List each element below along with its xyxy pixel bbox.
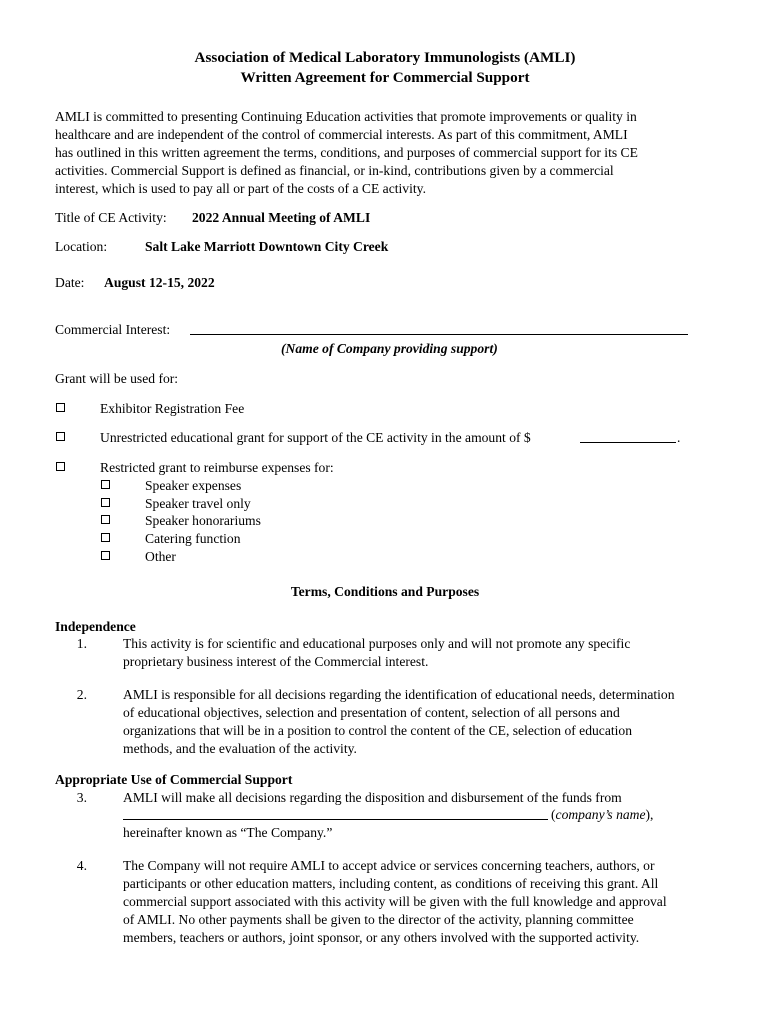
speaker-expenses-label: Speaker expenses: [145, 478, 242, 493]
unrestricted-grant-checkbox[interactable]: [56, 432, 65, 441]
intro-line: activities. Commercial Support is defined as financial, or in-kind, contributions given by a commercial: [55, 163, 614, 178]
exhibitor-fee-checkbox[interactable]: [56, 403, 65, 412]
item-4-line: participants or other education matters, including content, as conditions of receiving this grant. All: [123, 876, 659, 891]
document-title-line1: Association of Medical Laboratory Immunologists (AMLI): [194, 49, 576, 66]
item-4-line: commercial support associated with this activity will be given with the full knowledge and approval: [123, 894, 667, 909]
other-checkbox[interactable]: [101, 551, 110, 560]
item-2-line: organizations that will be in a position to control the content of the CE, selection of education: [123, 723, 633, 738]
other-label: Other: [145, 549, 176, 564]
item-3-line3: hereinafter known as “The Company.”: [123, 825, 333, 840]
date-value: August 12-15, 2022: [104, 275, 215, 290]
item-2-number: 2.: [76, 687, 87, 702]
item-2-line: of educational objectives, selection and presentation of content, selection of all persons and: [123, 705, 620, 720]
exhibitor-fee-label: Exhibitor Registration Fee: [100, 401, 245, 416]
item-2-line: methods, and the evaluation of the activity.: [123, 741, 357, 756]
item-1-text: [123, 635, 713, 671]
ce-title-value: 2022 Annual Meeting of AMLI: [192, 210, 371, 225]
restricted-grant-label: Restricted grant to reimburse expenses for:: [100, 460, 334, 475]
date-label: Date:: [55, 275, 85, 290]
intro-paragraph: [55, 108, 715, 198]
independence-heading: Independence: [55, 619, 136, 634]
document-title-line2: Written Agreement for Commercial Support: [240, 69, 530, 86]
intro-line: AMLI is committed to presenting Continuing Education activities that promote improvements or quality in: [55, 109, 637, 124]
intro-line: healthcare and are independent of the control of commercial interests. As part of this commitment, AMLI: [55, 127, 628, 142]
restricted-grant-checkbox[interactable]: [56, 462, 65, 471]
unrestricted-grant-period: .: [677, 430, 681, 445]
intro-line: has outlined in this written agreement the terms, conditions, and purposes of commercial support for its CE: [55, 145, 638, 160]
item-1-line: This activity is for scientific and educational purposes only and will not promote any specific: [123, 636, 631, 651]
catering-function-checkbox[interactable]: [101, 533, 110, 542]
item-4-line: of AMLI. No other payments shall be given to the director of the activity, planning committee: [123, 912, 634, 927]
grant-amount-input-line[interactable]: [580, 442, 676, 443]
speaker-honorariums-checkbox[interactable]: [101, 515, 110, 524]
terms-heading: Terms, Conditions and Purposes: [290, 584, 480, 599]
item-3-number: 3.: [76, 790, 87, 805]
company-name-input-line[interactable]: [123, 819, 548, 820]
company-name-caption-text: company’s name: [555, 807, 646, 822]
catering-function-label: Catering function: [145, 531, 241, 546]
item-2-line: AMLI is responsible for all decisions regarding the identification of educational needs, determination: [123, 687, 675, 702]
item-1-number: 1.: [76, 636, 87, 651]
commercial-interest-caption: (Name of Company providing support): [281, 341, 498, 356]
location-value: Salt Lake Marriott Downtown City Creek: [145, 239, 389, 254]
item-4-line: The Company will not require AMLI to accept advice or services concerning teachers, authors, or: [123, 858, 655, 873]
ce-title-label: Title of CE Activity:: [55, 210, 167, 225]
appropriate-use-heading: Appropriate Use of Commercial Support: [55, 772, 293, 787]
commercial-interest-label: Commercial Interest:: [55, 322, 171, 337]
item-4-line: members, teachers or authors, joint sponsor, or any others involved with the supported activity.: [123, 930, 640, 945]
item-2-text: [123, 686, 713, 758]
speaker-travel-label: Speaker travel only: [145, 496, 251, 511]
intro-line: interest, which is used to pay all or part of the costs of a CE activity.: [55, 181, 426, 196]
speaker-expenses-checkbox[interactable]: [101, 480, 110, 489]
item-4-text: [123, 857, 713, 947]
unrestricted-grant-label: Unrestricted educational grant for support of the CE activity in the amount of $: [100, 430, 531, 445]
grant-label: Grant will be used for:: [55, 371, 179, 386]
location-label: Location:: [55, 239, 108, 254]
company-name-caption: (company’s name),: [551, 807, 654, 822]
item-3-line1: AMLI will make all decisions regarding the disposition and disbursement of the funds from: [123, 790, 622, 805]
commercial-interest-input-line[interactable]: [190, 334, 688, 335]
item-1-line: proprietary business interest of the Commercial interest.: [123, 654, 429, 669]
item-4-number: 4.: [76, 858, 87, 873]
speaker-travel-checkbox[interactable]: [101, 498, 110, 507]
speaker-honorariums-label: Speaker honorariums: [145, 513, 261, 528]
